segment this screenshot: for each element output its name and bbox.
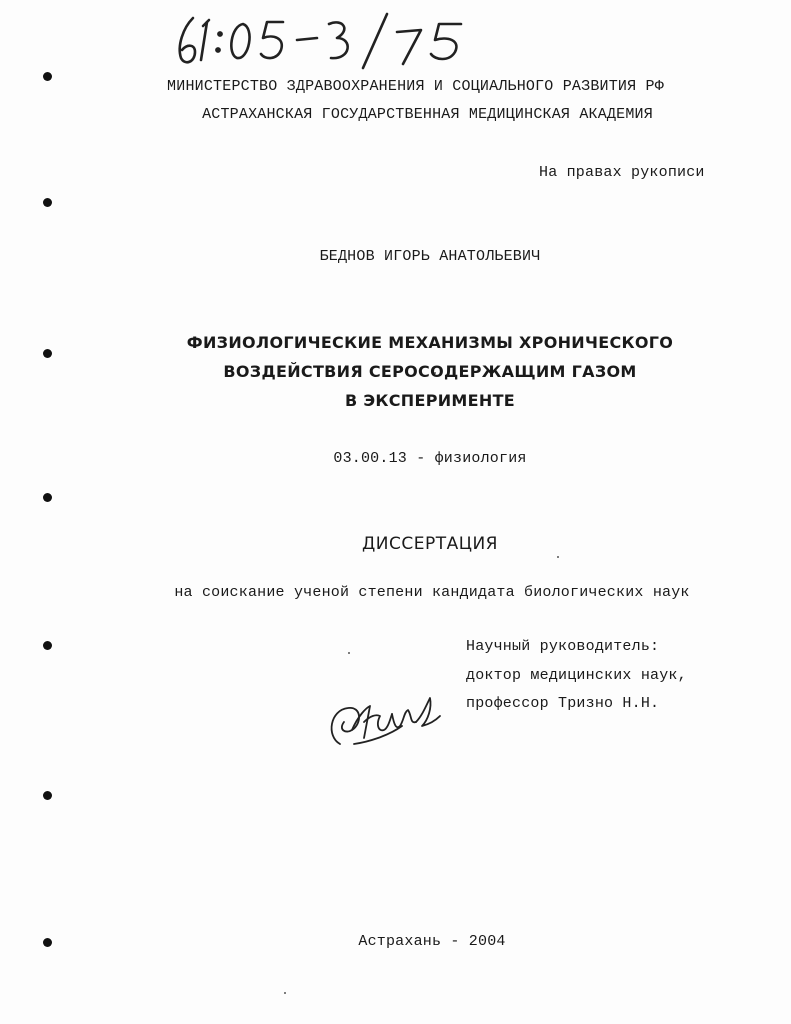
ministry-name: МИНИСТЕРСТВО ЗДРАВООХРАНЕНИЯ И СОЦИАЛЬНОГО РАЗВИТИЯ РФ: [167, 78, 664, 95]
paper-speck: [284, 992, 286, 994]
author-name: БЕДНОВ ИГОРЬ АНАТОЛЬЕВИЧ: [319, 248, 541, 265]
manuscript-note: На правах рукописи: [539, 164, 705, 181]
supervisor-label: Научный руководитель:: [466, 638, 660, 655]
handwritten-archive-code: [165, 10, 485, 70]
dissertation-title-line-1: ФИЗИОЛОГИЧЕСКИЕ МЕХАНИЗМЫ ХРОНИЧЕСКОГО: [186, 333, 674, 352]
dissertation-title-line-2: ВОЗДЕЙСТВИЯ СЕРОСОДЕРЖАЩИМ ГАЗОМ: [223, 362, 637, 381]
paper-speck: [348, 652, 350, 654]
binding-hole: [43, 493, 52, 502]
academy-name: АСТРАХАНСКАЯ ГОСУДАРСТВЕННАЯ МЕДИЦИНСКАЯ АКАДЕМИЯ: [202, 106, 653, 123]
degree-statement: на соискание ученой степени кандидата биологических наук: [174, 584, 690, 601]
paper-speck: [557, 556, 559, 558]
binding-hole: [43, 641, 52, 650]
specialty-code: 03.00.13 - физиология: [333, 450, 527, 467]
binding-hole: [43, 198, 52, 207]
author-signature: [318, 686, 443, 756]
supervisor-name: профессор Тризно Н.Н.: [466, 695, 660, 712]
document-type: ДИССЕРТАЦИЯ: [362, 534, 498, 554]
supervisor-degree: доктор медицинских наук,: [466, 667, 687, 684]
dissertation-title-line-3: В ЭКСПЕРИМЕНТЕ: [344, 391, 516, 410]
city-year: Астрахань - 2004: [358, 933, 506, 950]
binding-hole: [43, 791, 52, 800]
